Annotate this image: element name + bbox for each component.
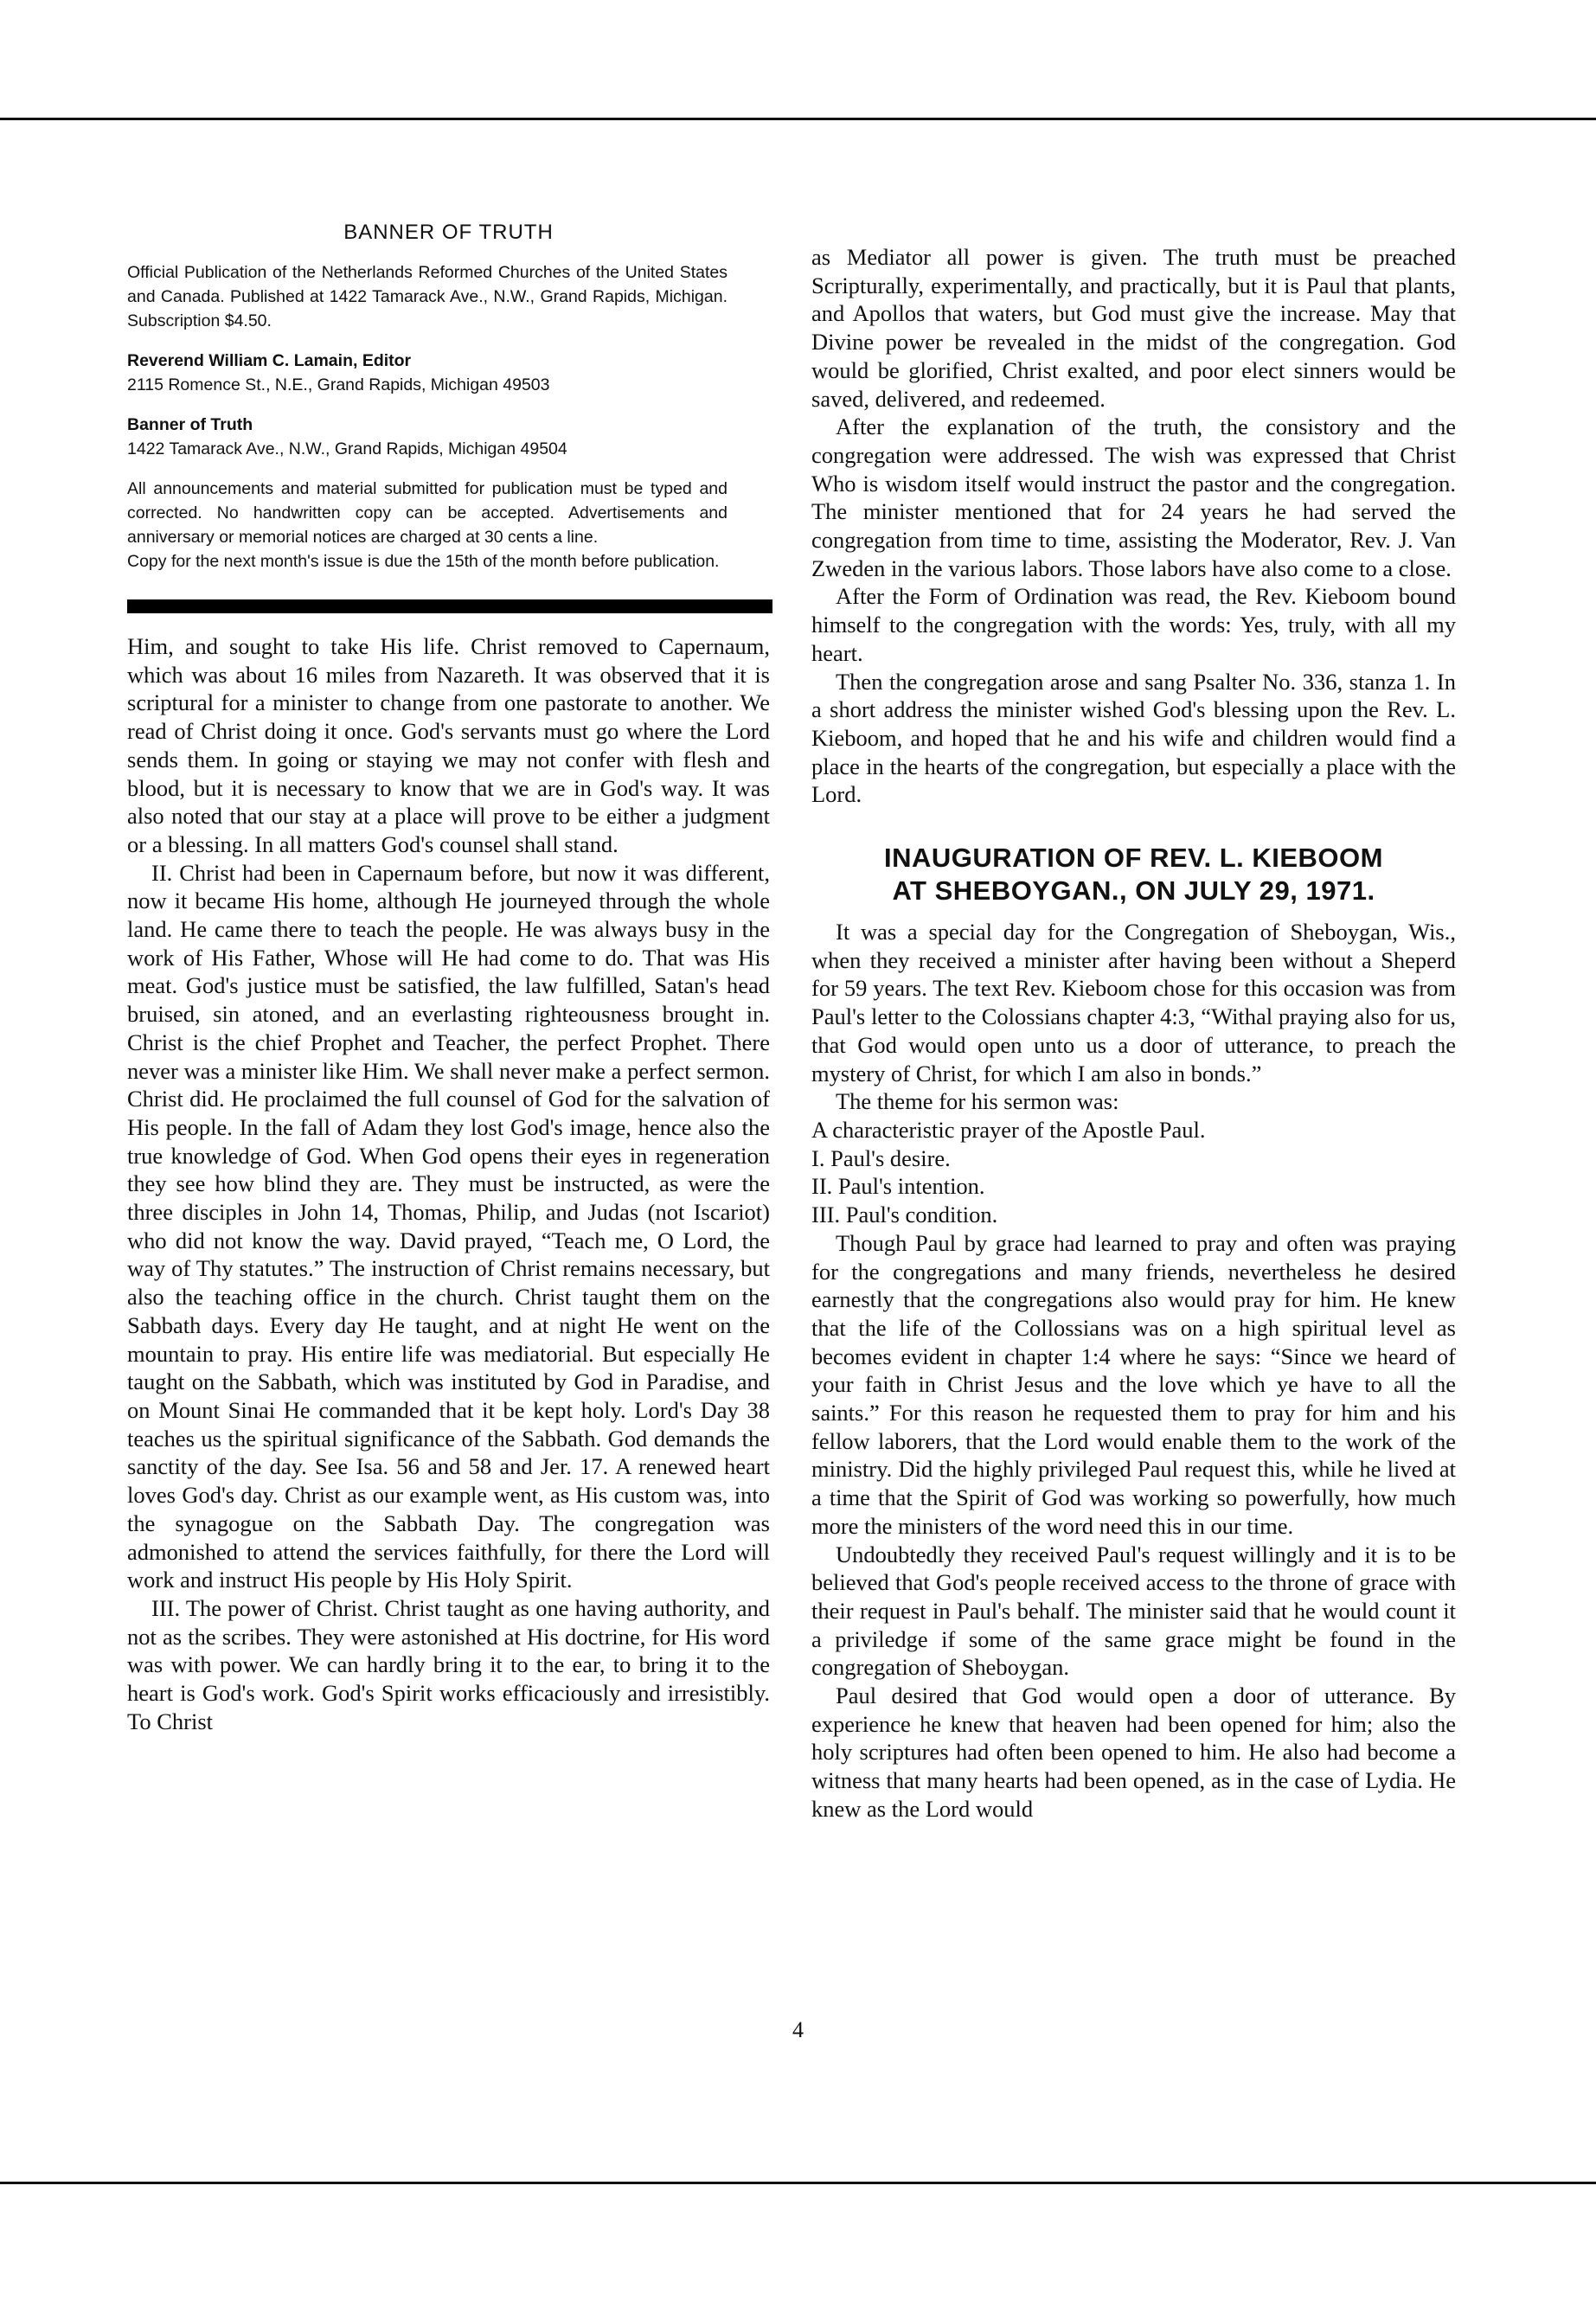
outline-point: I. Paul's desire. — [811, 1144, 951, 1171]
sermon-outline — [811, 1116, 1456, 1229]
masthead-title: BANNER OF TRUTH — [343, 221, 554, 244]
paragraph: Then the congregation arose and sang Psalter No. 336, stanza 1. In a short address the minister wished God's blessing upon the Rev. L. Kieboom, and hoped that he and his wife and children would find a place in the hearts of the congregation, but especially a place with the Lord. — [811, 668, 1456, 808]
inauguration-article — [811, 918, 1456, 1823]
top-scan-edge — [0, 118, 1596, 120]
editor-address: 2115 Romence St., N.E., Grand Rapids, Michigan 49503 — [127, 375, 550, 394]
paragraph: II. Christ had been in Capernaum before, but now it was different, now it became His home, although He journeyed through the whole land. He came there to teach the people. He was always busy in the work of His Father, Whose will He had come to do. That was His meat. God's justice must be satisfied, the law fulfilled, Satan's head bruised, sin atoned, and an everlasting righteousness brought in. Christ is the chief Prophet and Teacher, the perfect Prophet. There never was a minister like Him. We shall never make a perfect sermon. Christ did. He proclaimed the full counsel of God for the salvation of His people. In the fall of Adam they lost God's image, hence also the true knowledge of God. When God opens their eyes in regeneration they see how blind they are. They must be instructed, as were the three disciples in John 14, Thomas, Philip, and Judas (not Iscariot) who did not know the way. David prayed, “Teach me, O Lord, the way of Thy statutes.” The instruction of Christ remains necessary, but also the teaching office in the church. Christ taught them on the Sabbath days. Every day He taught, and at night He went on the mountain to pray. His entire life was mediatorial. But especially He taught on the Sabbath, which was instituted by God in Paradise, and on Mount Sinai He commanded that it be kept holy. Lord's Day 38 teaches us the spiritual significance of the Sabbath. God demands the sanctity of the day. See Isa. 56 and 58 and Jer. 17. A renewed heart loves God's day. Christ as our example went, as His custom was, into the synagogue on the Sabbath Day. The congregation was admonished to attend the services faithfully, for there the Lord will work and instruct His people by His Holy Spirit. — [127, 859, 770, 1593]
paragraph: Though Paul by grace had learned to pray and often was praying for the congregations and many friends, nevertheless he desired earnestly that the congregations also would pray for him. He knew that the life of the Collossians was on a high spiritual level as becomes evident in chapter 1:4 where he says: “Since we heard of your faith in Christ Jesus and the love which ye have to all the saints.” For this reason he requested them to pray for him and his fellow laborers, that the Lord would enable them to the work of the ministry. Did the highly privileged Paul request this, while he lived at a time that the Spirit of God was working so powerfully, how much more the ministers of the word need this in our time. — [811, 1229, 1456, 1539]
deadline-notice: Copy for the next month's issue is due the 15th of the month before publication. — [127, 552, 720, 571]
left-article-text — [127, 632, 770, 1735]
paragraph: Him, and sought to take His life. Christ removed to Capernaum, which was about 16 miles from Nazareth. It was observed that it is scriptural for a minister to change from one pastorate to another. We read of Christ doing it once. God's servants must go where the Lord sends them. In going or staying we may not confer with flesh and blood, but it is necessary to know that we are in God's way. It was also noted that our stay at a place will prove to be either a judgment or a blessing. In all matters God's counsel shall stand. — [127, 633, 770, 857]
outline-point: III. Paul's condition. — [811, 1202, 998, 1228]
left-column — [127, 221, 770, 1735]
paragraph: After the explanation of the truth, the consistory and the congregation were addressed. The wish was expressed that Christ Who is wisdom itself would instruct the pastor and the congregation. The minister mentioned that for 24 years he had served the congregation from time to time, assisting the Moderator, Rev. J. Van Zweden in the various labors. Those labors have also come to a close. — [811, 413, 1456, 581]
heading-line: INAUGURATION OF REV. L. KIEBOOM — [884, 843, 1383, 874]
paragraph: as Mediator all power is given. The truth must be preached Scripturally, experimentally, and practically, but it is Paul that plants, and Apollos that waters, but God must give the increase. May that Divine power be revealed in the midst of the congregation. God would be glorified, Christ exalted, and poor elect sinners would be saved, delivered, and redeemed. — [811, 244, 1456, 412]
outline-point: II. Paul's intention. — [811, 1173, 985, 1200]
paragraph: After the Form of Ordination was read, the Rev. Kieboom bound himself to the congregation with the words: Yes, truly, with all my heart. — [811, 583, 1456, 666]
submission-notice: All announcements and material submitted for publication must be typed and corrected. No handwritten copy can be accepted. Advertisements and anniversary or memorial notices are charged at 30 cents a line. — [127, 479, 727, 547]
bottom-scan-edge — [0, 2182, 1596, 2184]
page-number: 4 — [792, 2017, 804, 2042]
sermon-theme: A characteristic prayer of the Apostle Paul. — [811, 1116, 1206, 1143]
paragraph: Undoubtedly they received Paul's request willingly and it is to be believed that God's people received access to the throne of grace with their request in Paul's behalf. The minister said that he would count it a priviledge if some of the same grace might be found in the congregation of Sheboygan. — [811, 1541, 1456, 1681]
right-article-text — [811, 243, 1456, 809]
section-heading — [811, 842, 1456, 907]
office-label: Banner of Truth — [127, 415, 253, 434]
paragraph: III. The power of Christ. Christ taught as one having authority, and not as the scribes. They were astonished at His doctrine, for His word was with power. We can hardly bring it to the ear, to bring it to the heart is God's work. God's Spirit works efficaciously and irresistibly. To Christ — [127, 1594, 770, 1734]
office-address: 1422 Tamarack Ave., N.W., Grand Rapids, Michigan 49504 — [127, 439, 567, 458]
paragraph: Paul desired that God would open a door of utterance. By experience he knew that heaven had been opened for him; also the holy scriptures had often been opened to him. He also had become a witness that many hearts had been opened, as in the case of Lydia. He knew as the Lord would — [811, 1682, 1456, 1822]
theme-intro: The theme for his sermon was: — [836, 1088, 1119, 1115]
masthead-box — [127, 260, 727, 574]
right-column — [811, 243, 1456, 1823]
editor-label: Reverend William C. Lamain, Editor — [127, 351, 412, 370]
masthead-separator — [127, 599, 772, 613]
heading-line: AT SHEBOYGAN., ON JULY 29, 1971. — [892, 875, 1375, 907]
intro-paragraph: It was a special day for the Congregation of Sheboygan, Wis., when they received a minister after having been without a Sheperd for 59 years. The text Rev. Kieboom chose for this occasion was from Paul's letter to the Colossians chapter 4:3, “Withal praying also for us, that God would open unto us a door of utterance, to preach the mystery of Christ, for which I am also in bonds.” — [811, 919, 1456, 1086]
publication-description: Official Publication of the Netherlands Reformed Churches of the United States and Canada. Published at 1422 Tamarack Ave., N.W., Grand Rapids, Michigan. Subscription $4.50. — [127, 263, 727, 330]
